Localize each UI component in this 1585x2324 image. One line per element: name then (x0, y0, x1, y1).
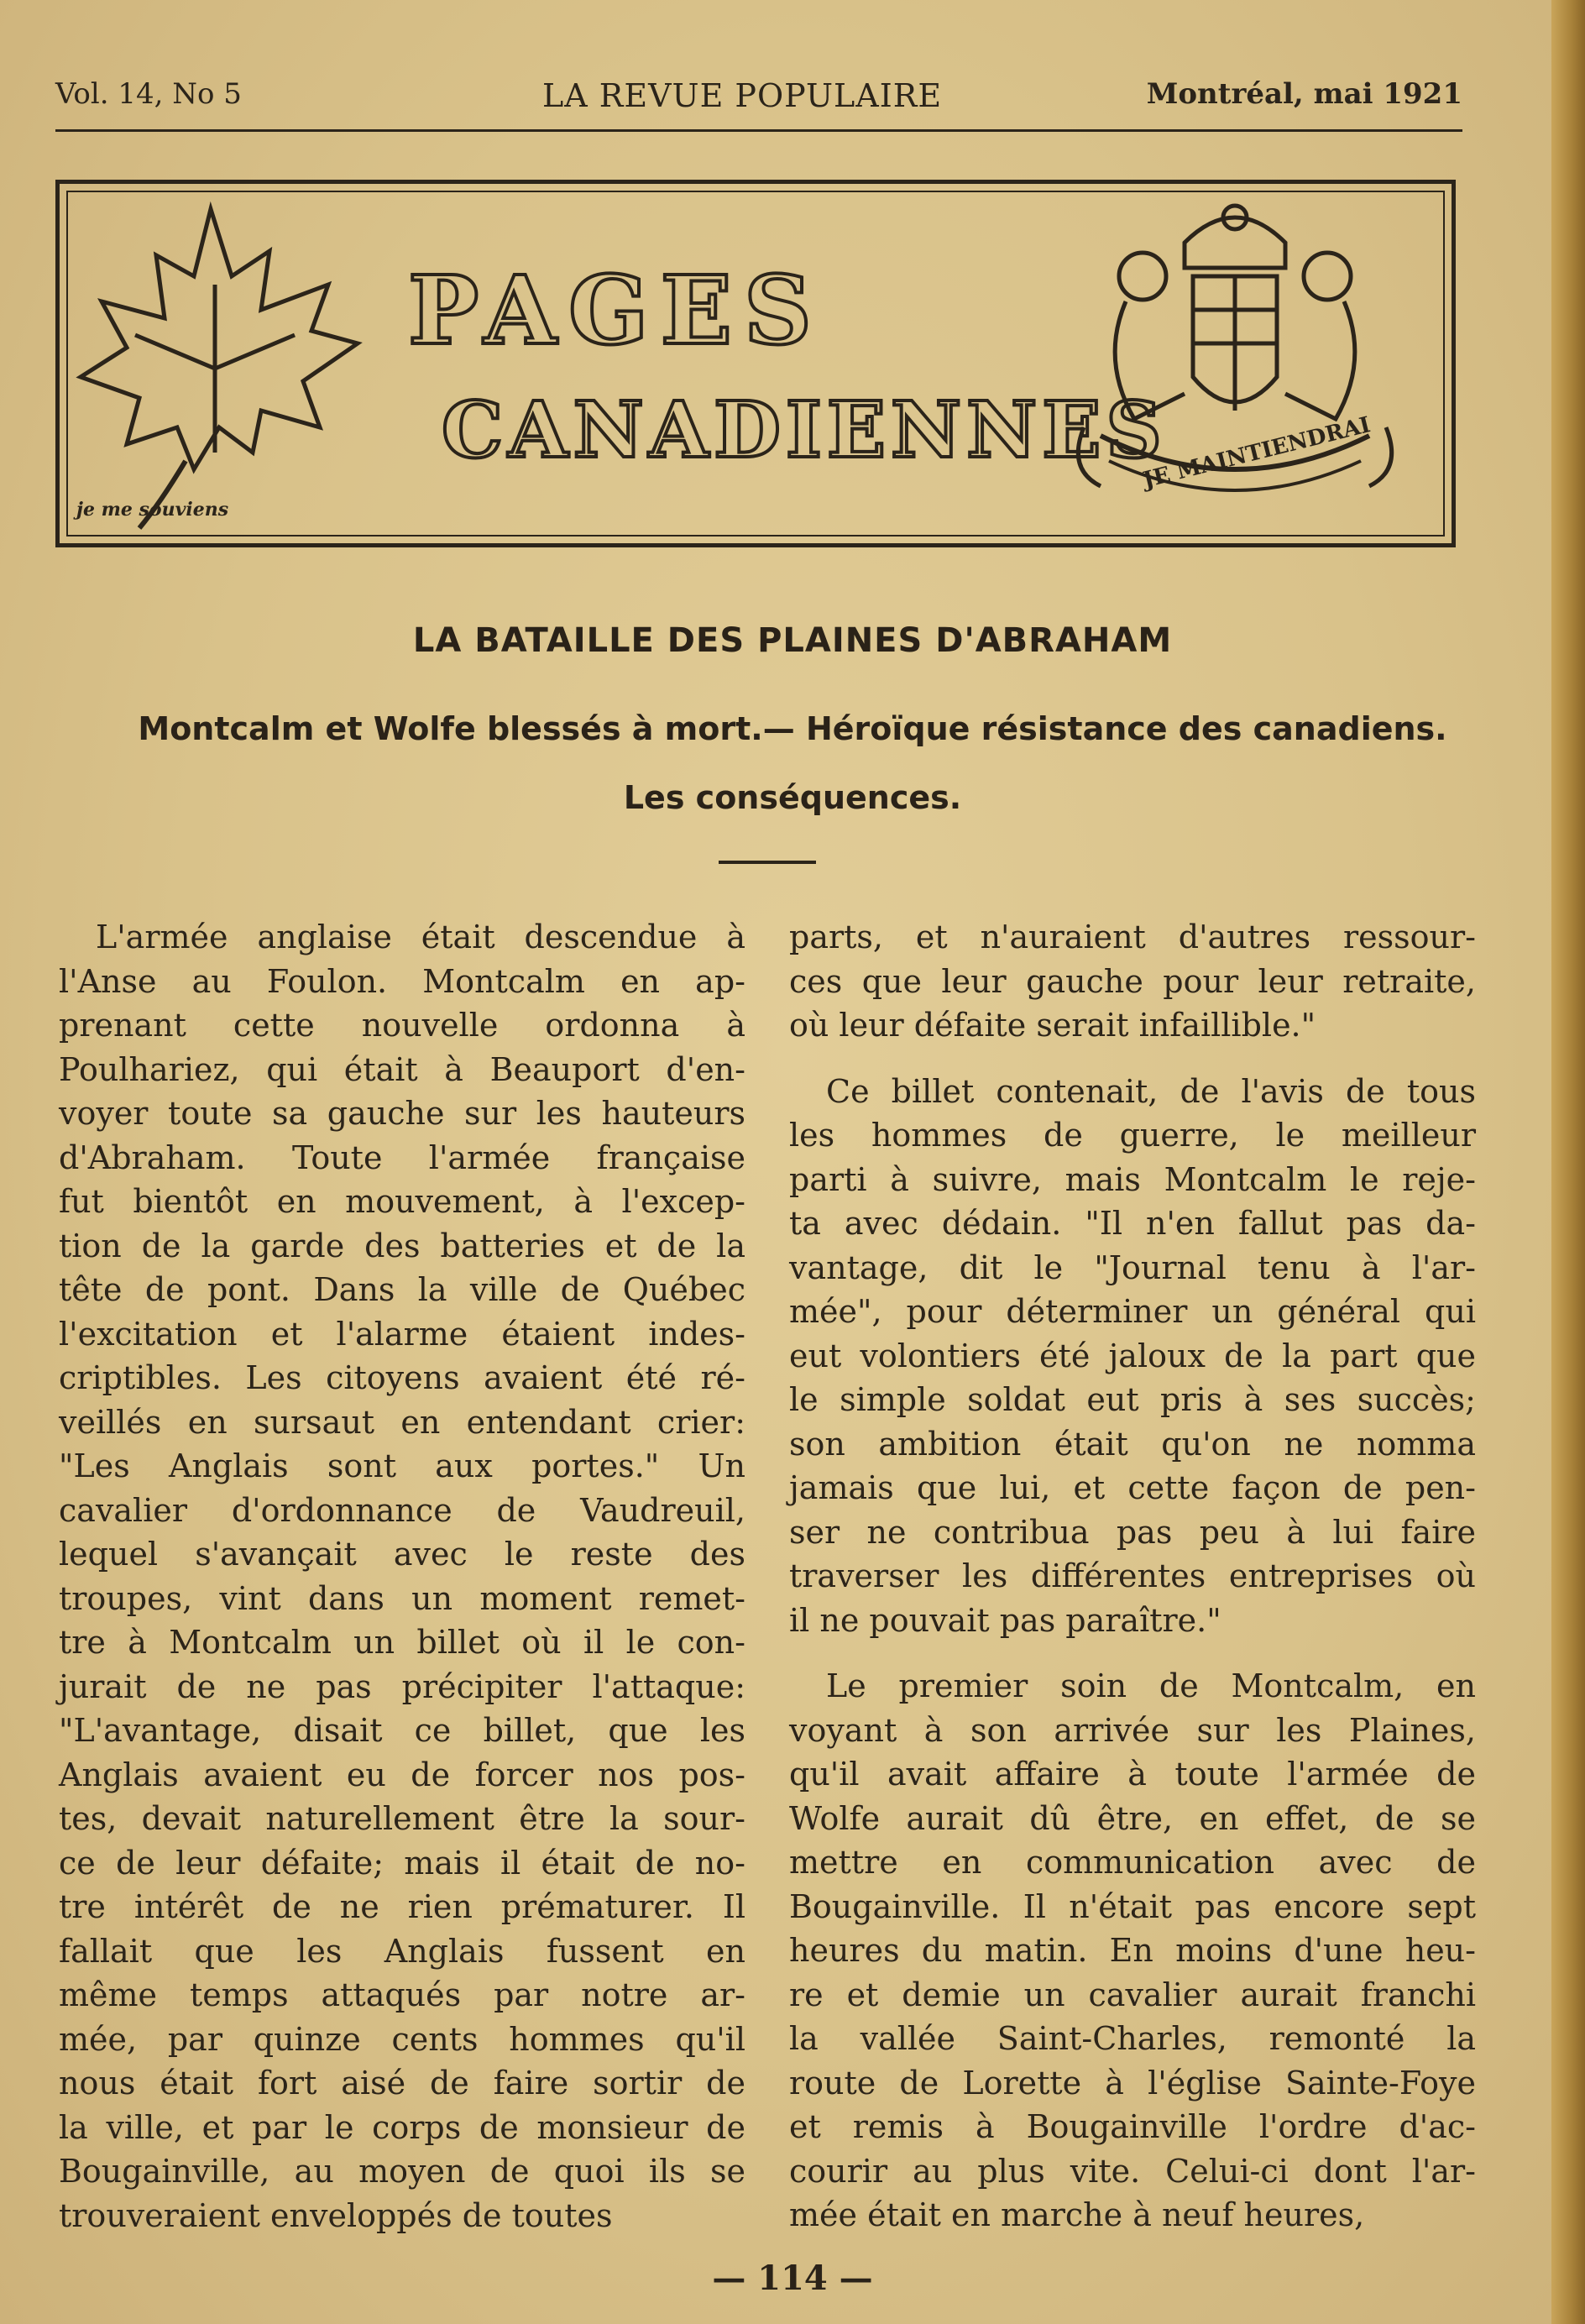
text-line: fallait que les Anglais fussent en (59, 1932, 745, 1970)
text-line: Anglais avaient eu de forcer nos pos- (59, 1756, 745, 1793)
text-line: où leur défaite serait infaillible." (789, 1007, 1316, 1044)
text-line: tre intérêt de ne rien prématurer. Il (59, 1888, 745, 1925)
arms-motto: JE MAINTIENDRAI (1140, 412, 1373, 494)
text-line: l'Anse au Foulon. Montcalm en ap- (59, 962, 745, 1000)
header-rule (55, 129, 1462, 132)
text-line: son ambition était qu'on ne nomma (789, 1425, 1476, 1463)
text-line: vantage, dit le "Journal tenu à l'ar- (789, 1248, 1476, 1286)
text-line: Le premier soin de Montcalm, en (826, 1667, 1476, 1704)
text-line: eut volontiers été jaloux de la part que (789, 1337, 1476, 1374)
page-number: — 114 — (712, 2259, 873, 2298)
text-line: L'armée anglaise était descendue à (96, 919, 745, 955)
maple-leaf-icon (81, 209, 358, 528)
text-line: ser ne contribua pas peu à lui faire (789, 1513, 1476, 1551)
article-title: LA BATAILLE DES PLAINES D'ABRAHAM (412, 621, 1173, 660)
text-line: tes, devait naturellement être la sour- (59, 1800, 745, 1837)
text-line: ce de leur défaite; mais il était de no- (59, 1844, 745, 1882)
text-line: courir au plus vite. Celui-ci dont l'ar- (789, 2152, 1476, 2190)
text-line: "Les Anglais sont aux portes." Un (59, 1447, 745, 1484)
text-line: d'Abraham. Toute l'armée française (59, 1138, 745, 1176)
text-line: voyant à son arrivée sur les Plaines, (789, 1711, 1476, 1749)
text-line: les hommes de guerre, le meilleur (789, 1117, 1476, 1154)
text-line: veillés en sursaut en entendant crier: (59, 1403, 745, 1441)
text-line: mée était en marche à neuf heures, (789, 2196, 1365, 2233)
text-line: même temps attaqués par notre ar- (59, 1976, 745, 2013)
text-column-right (789, 915, 1476, 2238)
text-line: la ville, et par le corps de monsieur de (59, 2108, 745, 2146)
text-line: il ne pouvait pas paraître." (789, 1601, 1221, 1639)
text-line: jamais que lui, et cette façon de pen- (789, 1469, 1476, 1506)
text-line: heures du matin. En moins d'une heu- (789, 1932, 1476, 1969)
text-line: prenant cette nouvelle ordonna à (59, 1007, 745, 1044)
text-line: la vallée Saint-Charles, remonté la (789, 2020, 1476, 2057)
text-line: mée", pour déterminer un général qui (789, 1293, 1476, 1330)
text-line: jurait de ne pas précipiter l'attaque: (59, 1667, 745, 1705)
text-line: route de Lorette à l'église Sainte-Foye (789, 2064, 1476, 2102)
text-line: l'excitation et l'alarme étaient indes- (59, 1315, 745, 1353)
text-line: voyer toute sa gauche sur les hauteurs (59, 1095, 745, 1132)
paragraph-gap (789, 1642, 1476, 1664)
text-line: parts, et n'auraient d'autres ressour- (789, 919, 1476, 955)
text-line: ces que leur gauche pour leur retraite, (789, 962, 1476, 1000)
banner-artwork (60, 184, 1452, 543)
maple-motto: je me souviens (76, 499, 229, 521)
text-line: troupes, vint dans un moment remet- (59, 1579, 745, 1617)
text-line: qu'il avait affaire à toute l'armée de (789, 1756, 1476, 1793)
issue-date: Montréal, mai 1921 (1146, 77, 1462, 111)
text-line: traverser les différentes entreprises où (789, 1557, 1476, 1594)
article-subtitle-line2: Les conséquences. (623, 779, 962, 816)
text-line: nous était fort aisé de faire sortir de (59, 2065, 745, 2102)
text-line: Bougainville. Il n'était pas encore sept (789, 1887, 1476, 1925)
text-line: cavalier d'ordonnance de Vaudreuil, (59, 1491, 745, 1529)
article-subtitle-line1: Montcalm et Wolfe blessés à mort.— Héroïque résistance des canadiens. (138, 710, 1447, 747)
text-column-left (59, 915, 745, 2238)
text-line: Bougainville, au moyen de quoi ils se (59, 2153, 745, 2190)
text-line: ta avec dédain. "Il n'en fallut pas da- (789, 1205, 1476, 1242)
text-line: tion de la garde des batteries et de la (59, 1227, 745, 1264)
text-line: et remis à Bougainville l'ordre d'ac- (789, 2108, 1476, 2145)
text-line: tre à Montcalm un billet où il le con- (59, 1624, 745, 1661)
text-line: tête de pont. Dans la ville de Québec (59, 1271, 745, 1308)
text-line: mettre en communication avec de (789, 1844, 1476, 1881)
text-line: le simple soldat eut pris à ses succès; (789, 1381, 1476, 1418)
text-line: parti à suivre, mais Montcalm le reje- (789, 1160, 1476, 1198)
book-spine-edge (1551, 0, 1585, 2324)
text-line: mée, par quinze cents hommes qu'il (59, 2020, 745, 2058)
text-line: "L'avantage, disait ce billet, que les (59, 1712, 745, 1749)
banner-title-line1: PAGES (408, 256, 824, 366)
running-head (55, 77, 1462, 121)
issue-volume: Vol. 14, No 5 (55, 77, 242, 111)
text-line: Wolfe aurait dû être, en effet, de se (789, 1799, 1476, 1837)
banner-title-line2: CANADIENNES (442, 385, 1167, 475)
text-line: Poulhariez, qui était à Beauport d'en- (59, 1050, 745, 1088)
section-banner (55, 180, 1456, 547)
text-line: trouveraient enveloppés de toutes (59, 2196, 613, 2234)
publication-title: LA REVUE POPULAIRE (542, 77, 943, 114)
text-line: fut bientôt en mouvement, à l'excep- (59, 1183, 745, 1220)
text-line: lequel s'avançait avec le reste des (59, 1536, 745, 1573)
text-line: criptibles. Les citoyens avaient été ré- (59, 1359, 745, 1396)
text-line: Ce billet contenait, de l'avis de tous (826, 1072, 1476, 1110)
paragraph-gap (789, 1048, 1476, 1070)
title-separator (719, 861, 816, 864)
text-line: re et demie un cavalier aurait franchi (789, 1976, 1476, 2013)
